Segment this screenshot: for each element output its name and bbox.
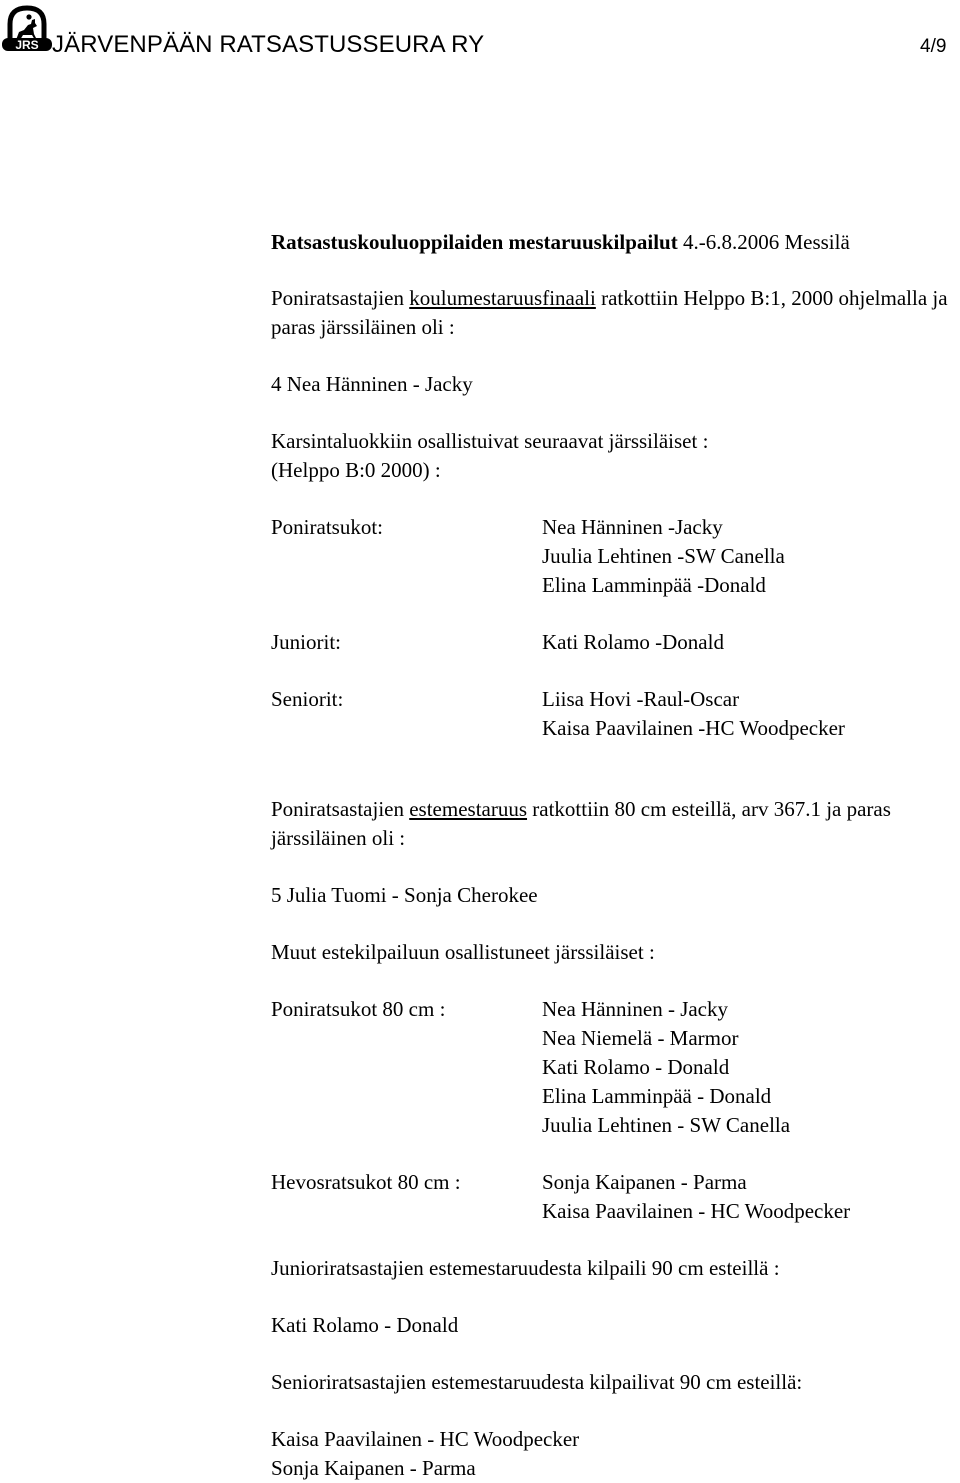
jumping-intro: Poniratsastajien estemestaruus ratkottiin 80 cm esteillä, arv 367.1 ja paras järssiläinen oli :: [271, 797, 891, 850]
jumping-best-result: 5 Julia Tuomi - Sonja Cherokee: [271, 883, 538, 907]
list-item: Nea Niemelä - Marmor: [542, 1026, 739, 1050]
list-item: Nea Hänninen -Jacky: [542, 515, 723, 539]
list-item: Elina Lamminpää -Donald: [542, 573, 766, 597]
dressage-final-link: koulumestaruusfinaali: [409, 286, 596, 310]
group-label: Juniorit:: [271, 630, 342, 654]
document-body: [271, 226, 960, 1483]
dressage-intro: Poniratsastajien koulumestaruusfinaali ratkottiin Helppo B:1, 2000 ohjelmalla ja paras järssiläinen oli :: [271, 286, 948, 339]
list-item: Kati Rolamo - Donald: [542, 1055, 730, 1079]
page-number: 4/9: [920, 36, 947, 57]
list-item: Liisa Hovi -Raul-Oscar: [542, 687, 740, 711]
list-item: Nea Hänninen - Jacky: [542, 997, 729, 1021]
junior-jumping-entry: Kati Rolamo - Donald: [271, 1313, 459, 1337]
list-item: Kaisa Paavilainen - HC Woodpecker: [271, 1427, 580, 1451]
list-item: Elina Lamminpää - Donald: [542, 1084, 772, 1108]
dressage-group-seniors: [271, 685, 960, 743]
jumping-others-intro: Muut estekilpailuun osallistuneet järssiläiset :: [271, 940, 655, 964]
jumping-group-ponies: [271, 995, 960, 1140]
list-item: Kaisa Paavilainen - HC Woodpecker: [542, 1199, 851, 1223]
dressage-group-ponies: [271, 513, 960, 600]
list-item: Juulia Lehtinen -SW Canella: [542, 544, 785, 568]
jumping-championship-link: estemestaruus: [409, 797, 528, 821]
senior-jumping-entries: [271, 1425, 960, 1483]
list-item: Sonja Kaipanen - Parma: [271, 1456, 476, 1480]
horse-rider-icon: [16, 19, 37, 40]
group-label: Hevosratsukot 80 cm :: [271, 1170, 461, 1194]
event-date-place: 4.-6.8.2006 Messilä: [682, 230, 850, 254]
club-logo: [2, 4, 52, 52]
dressage-qualifiers-intro: Karsintaluokkiin osallistuivat seuraavat järssiläiset : (Helppo B:0 2000) :: [271, 429, 709, 482]
dressage-group-juniors: [271, 628, 960, 657]
junior-jumping-intro: Junioriratsastajien estemestaruudesta kilpaili 90 cm esteillä :: [271, 1256, 780, 1280]
organization-name: JÄRVENPÄÄN RATSASTUSSEURA RY: [52, 31, 485, 58]
group-label: Seniorit:: [271, 687, 344, 711]
jumping-group-horses: [271, 1168, 960, 1226]
svg-text:JRS: JRS: [15, 38, 39, 52]
group-label: Poniratsukot:: [271, 515, 384, 539]
page-header: [0, 0, 960, 80]
list-item: Juulia Lehtinen - SW Canella: [542, 1113, 791, 1137]
event-title: Ratsastuskouluoppilaiden mestaruuskilpailut 4.-6.8.2006 Messilä: [271, 230, 850, 254]
group-label: Poniratsukot 80 cm :: [271, 997, 446, 1021]
senior-jumping-intro: Senioriratsastajien estemestaruudesta kilpailivat 90 cm esteillä:: [271, 1370, 803, 1394]
list-item: Sonja Kaipanen - Parma: [542, 1170, 747, 1194]
dressage-best-result: 4 Nea Hänninen - Jacky: [271, 372, 473, 396]
list-item: Kati Rolamo -Donald: [542, 630, 724, 654]
list-item: Kaisa Paavilainen -HC Woodpecker: [542, 716, 845, 740]
